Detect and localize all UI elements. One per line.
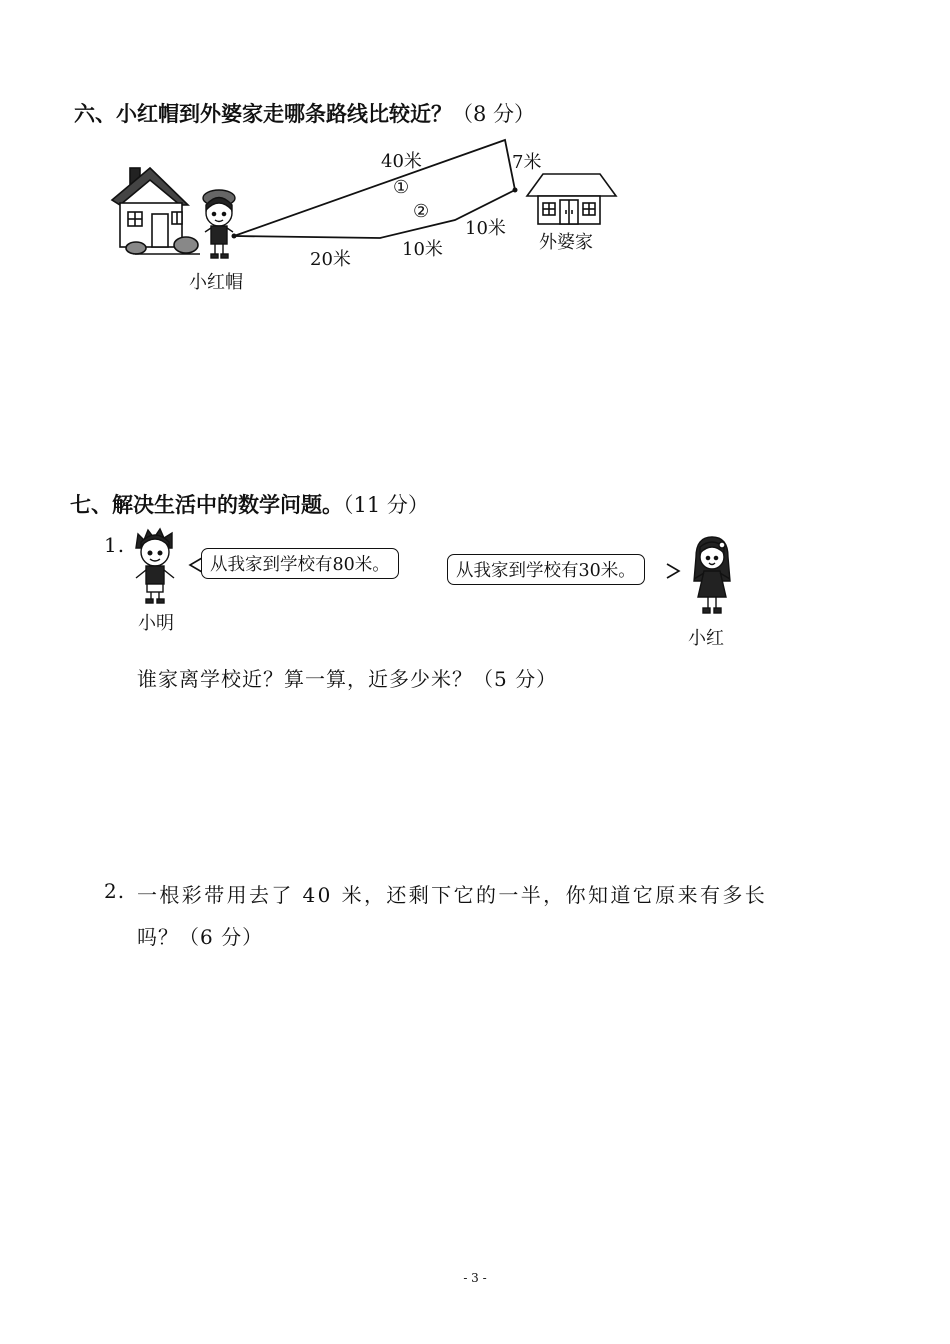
xiaohong-speech-bubble: 从我家到学校有30米。	[447, 554, 645, 585]
q2-line2: 吗？（6 分）	[137, 925, 264, 949]
route1-marker: ①	[393, 177, 410, 198]
q1-question: 谁家离学校近？算一算，近多少米？（5 分）	[137, 667, 558, 691]
section6-score: （8 分）	[452, 102, 536, 126]
q1-number: 1.	[104, 533, 126, 557]
route1-top-length: 40米	[381, 151, 422, 172]
xiaoming-speech-bubble: 从我家到学校有80米。	[201, 548, 399, 579]
section6-heading-text: 六、小红帽到外婆家走哪条路线比较近？	[74, 102, 452, 126]
xiaohong-icon	[688, 535, 736, 619]
q2-number: 2.	[104, 879, 126, 903]
xiaohong-label: 小红	[688, 628, 724, 649]
q2-line1: 一根彩带用去了 40 米，还剩下它的一半，你知道它原来有多长	[137, 883, 768, 907]
section7-heading-text: 七、解决生活中的数学问题。	[70, 493, 343, 517]
xiaoming-label: 小明	[138, 613, 174, 634]
start-label: 小红帽	[189, 272, 243, 293]
route2-seg3-length: 10米	[465, 218, 506, 239]
end-label: 外婆家	[539, 232, 593, 253]
page-number: - 3 -	[463, 1271, 487, 1285]
route1-right-length: 7米	[512, 152, 542, 173]
xiaohong-bubble-tail	[667, 564, 679, 578]
route2-seg2-length: 10米	[402, 239, 443, 260]
section7-score: （11 分）	[343, 493, 429, 517]
route2-seg1-length: 20米	[310, 249, 351, 270]
route2-marker: ②	[413, 201, 430, 222]
